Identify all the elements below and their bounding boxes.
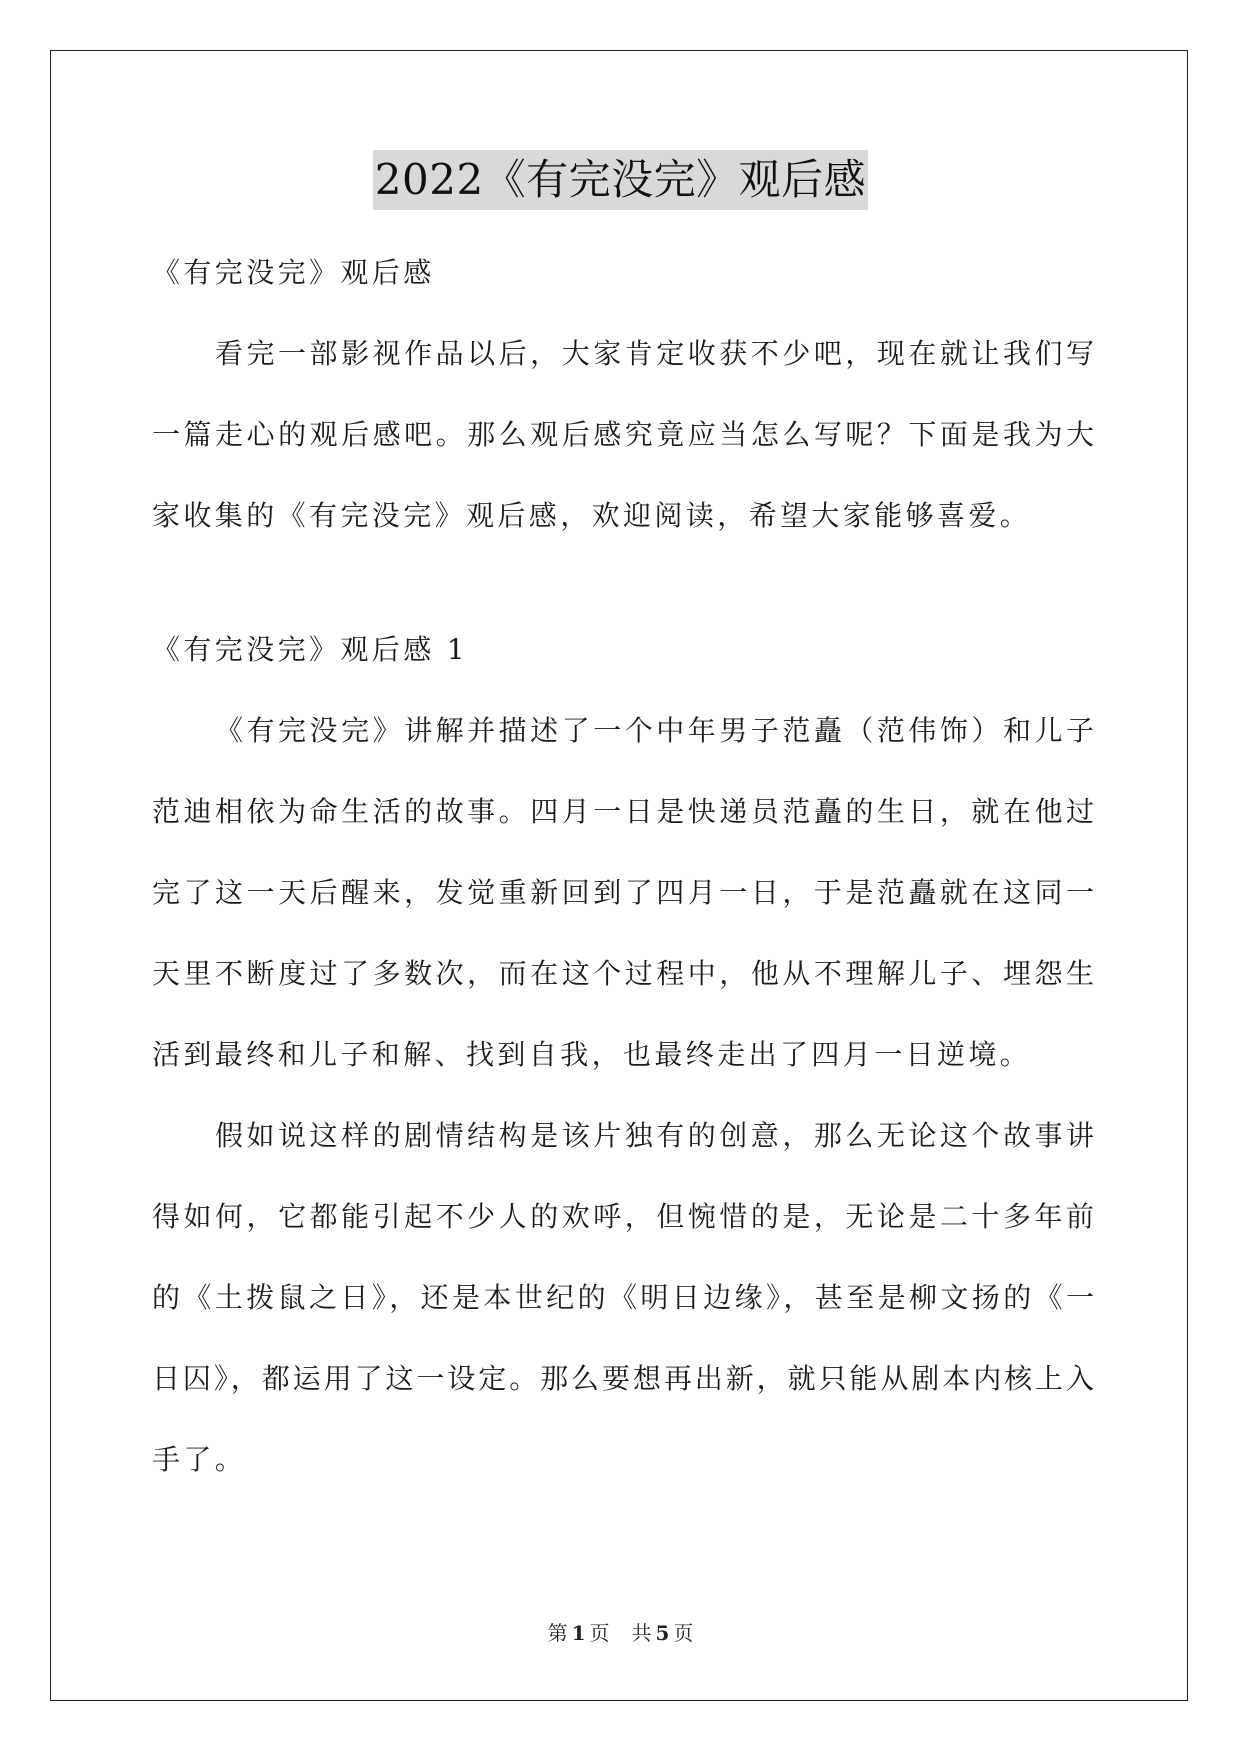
intro-line: 看完一部影视作品以后，大家肯定收获不少吧，现在就让我们写 <box>215 337 1094 370</box>
title-wrap <box>0 150 1241 210</box>
paragraph2-line: 的《土拨鼠之日》，还是本世纪的《明日边缘》，甚至是柳文扬的《一 <box>152 1281 1094 1314</box>
paragraph1-line: 天里不断度过了多数次，而在这个过程中，他从不理解儿子、埋怨生 <box>152 957 1094 990</box>
total-prefix: 共 <box>631 1621 652 1645</box>
paragraph1-line: 完了这一天后醒来，发觉重新回到了四月一日，于是范矗就在这同一 <box>152 876 1094 909</box>
document-body <box>152 232 1094 1500</box>
page-current: 1 <box>571 1621 586 1645</box>
section-heading: 《有完没完》观后感 1 <box>152 633 469 666</box>
page-suffix: 页 <box>589 1621 610 1645</box>
intro-line: 家收集的《有完没完》观后感，欢迎阅读，希望大家能够喜爱。 <box>152 499 1032 532</box>
page-footer <box>0 1618 1241 1648</box>
paragraph2-line: 日囚》，都运用了这一设定。那么要想再出新，就只能从剧本内核上入 <box>152 1362 1094 1395</box>
paragraph1-line: 活到最终和儿子和解、找到自我，也最终走出了四月一日逆境。 <box>152 1038 1032 1071</box>
paragraph2-line: 假如说这样的剧情结构是该片独有的创意，那么无论这个故事讲 <box>215 1119 1094 1152</box>
subtitle: 《有完没完》观后感 <box>152 256 435 289</box>
page-total: 5 <box>655 1621 670 1645</box>
section-gap <box>152 556 1094 609</box>
total-suffix: 页 <box>673 1621 694 1645</box>
paragraph2-line: 手了。 <box>152 1443 247 1476</box>
paragraph1-line: 范迪相依为命生活的故事。四月一日是快递员范矗的生日，就在他过 <box>152 795 1094 828</box>
paragraph1-line: 《有完没完》讲解并描述了一个中年男子范矗（范伟饰）和儿子 <box>215 714 1094 747</box>
document-title: 2022《有完没完》观后感 <box>373 150 868 210</box>
intro-line: 一篇走心的观后感吧。那么观后感究竟应当怎么写呢？下面是我为大 <box>152 418 1094 451</box>
paragraph2-line: 得如何，它都能引起不少人的欢呼，但惋惜的是，无论是二十多年前 <box>152 1200 1094 1233</box>
page-prefix: 第 <box>547 1621 568 1645</box>
